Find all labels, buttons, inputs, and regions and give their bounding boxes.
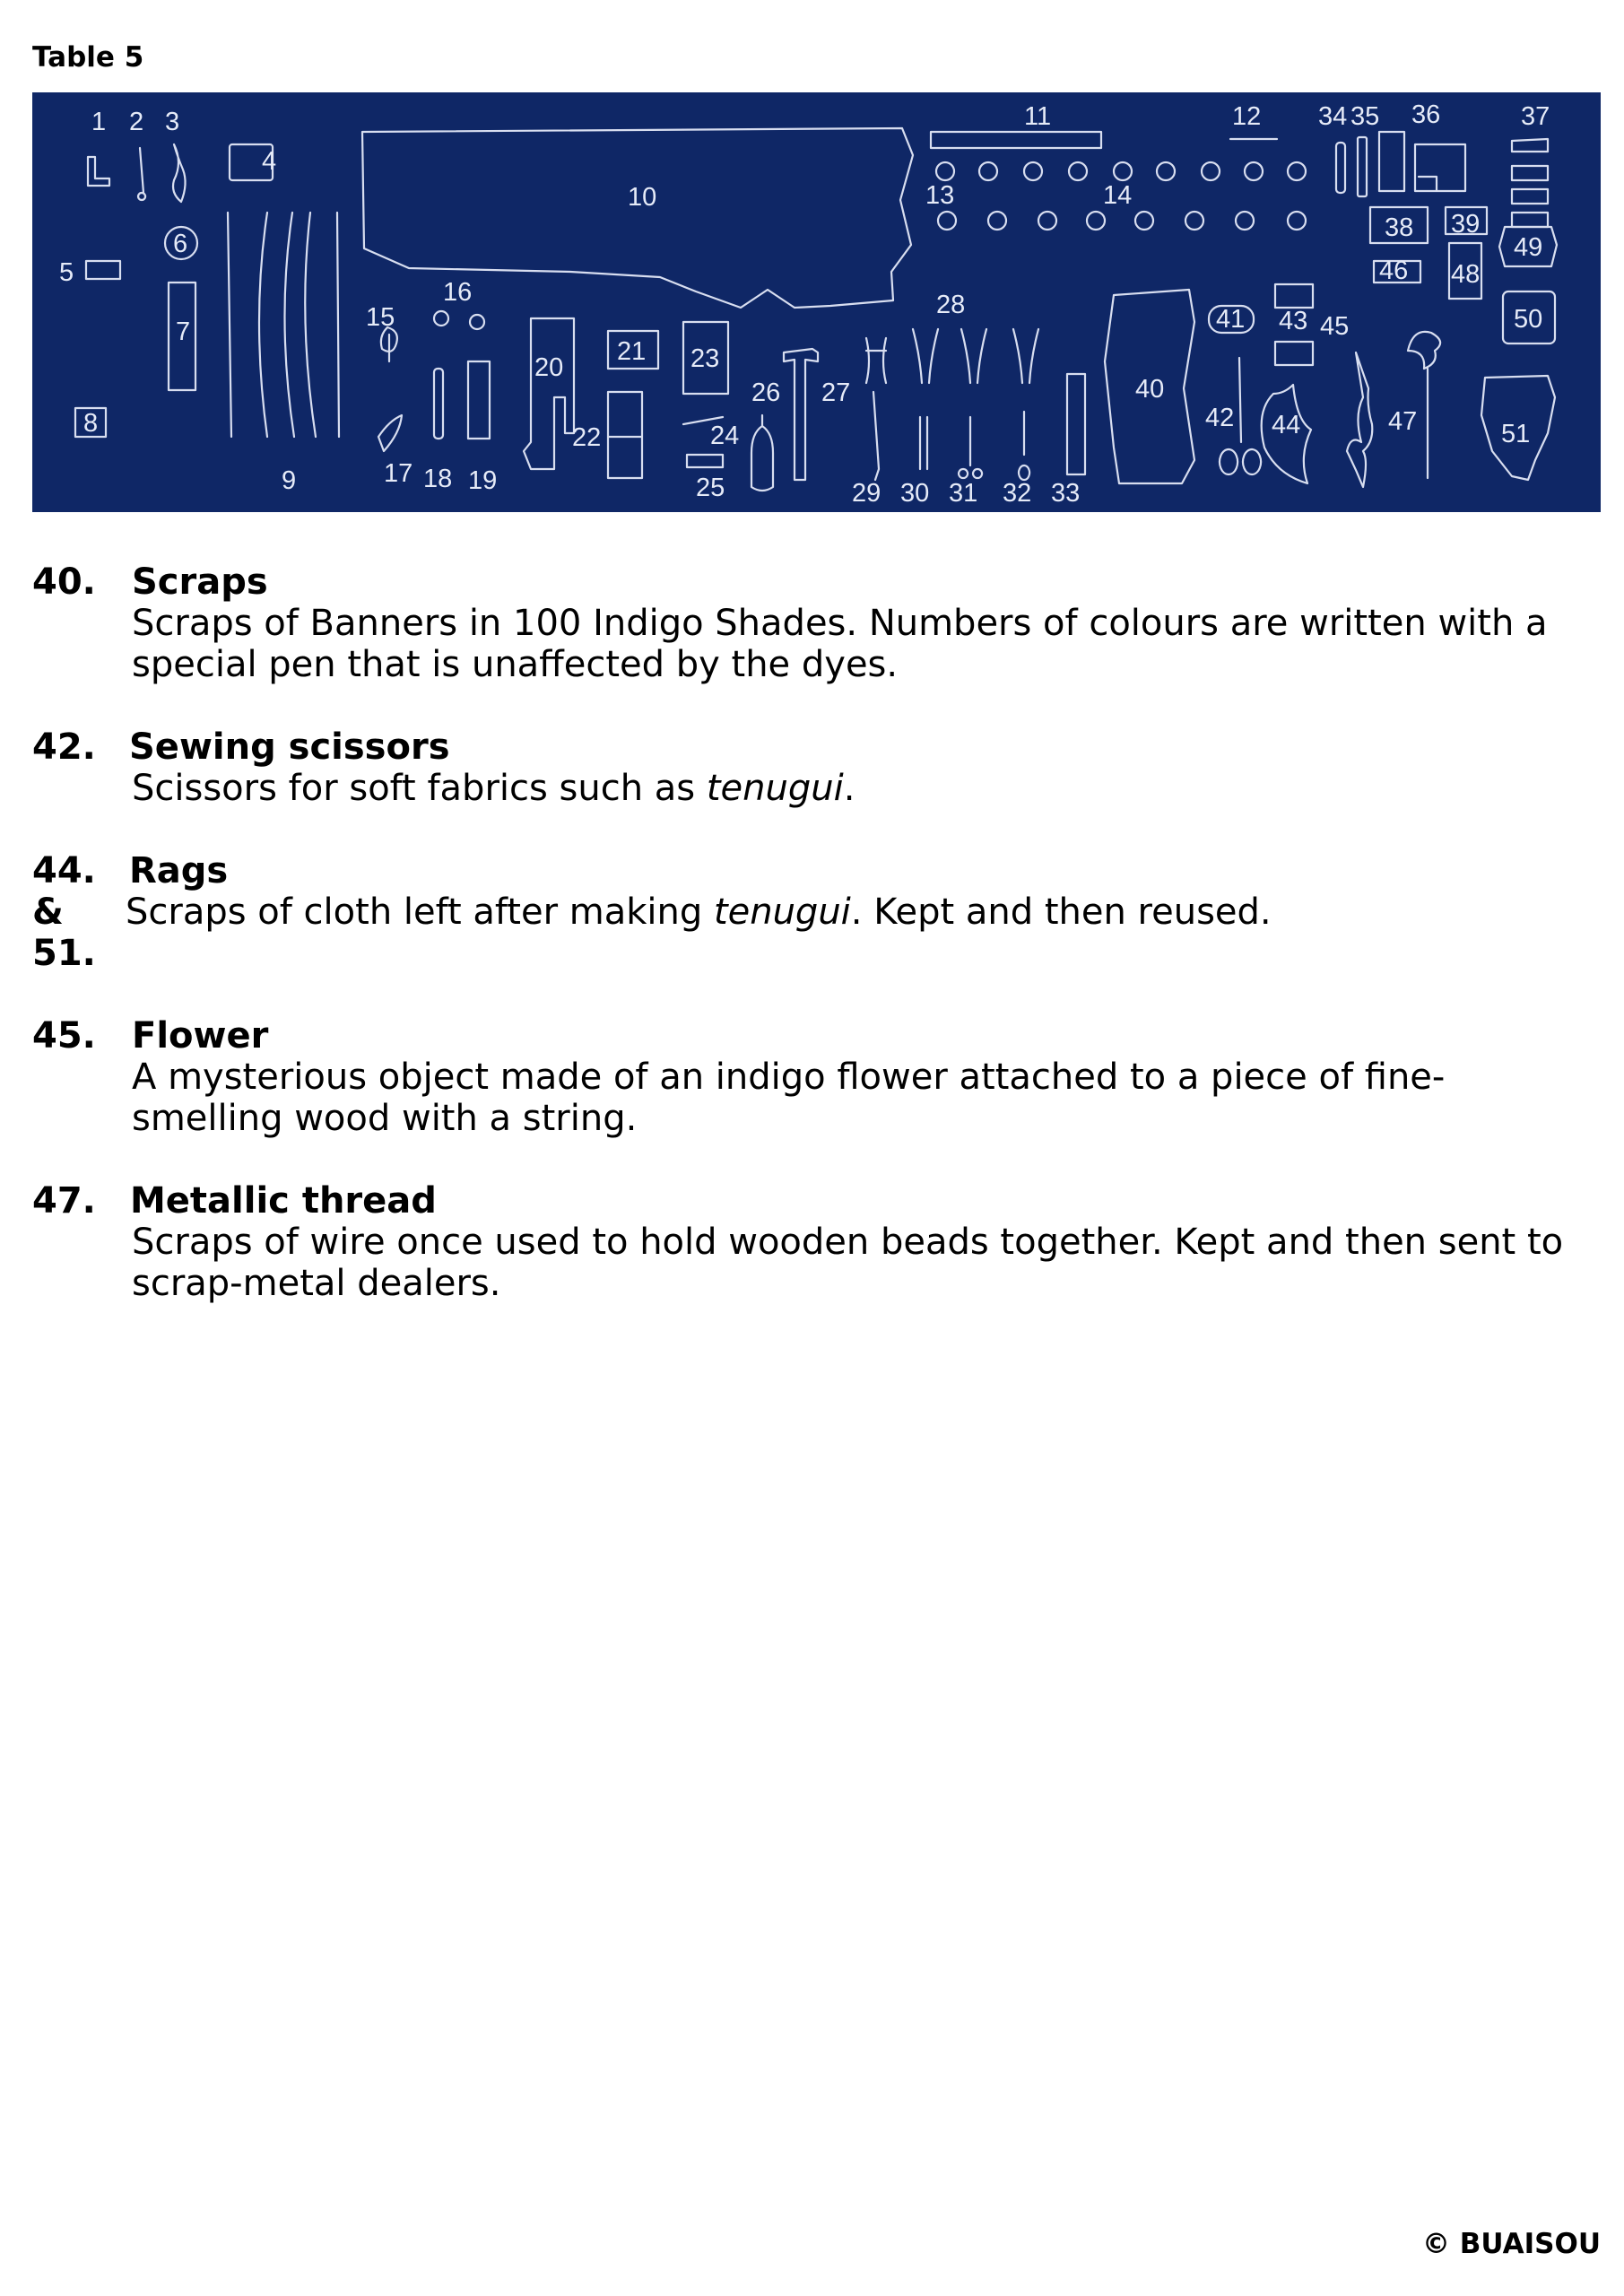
item-outline-18	[434, 369, 443, 439]
item-label-43: 43	[1279, 307, 1308, 335]
item-outline-29	[873, 392, 879, 480]
entry-number: 44. & 51.	[32, 850, 96, 974]
entry-description: Scissors for soft fabrics such as tenugui.	[132, 768, 855, 809]
item-label-40: 40	[1135, 375, 1165, 404]
item-label-18: 18	[423, 465, 453, 493]
item-label-22: 22	[572, 423, 602, 452]
entry-number: 47.	[32, 1180, 96, 1222]
item-label-13: 13	[925, 181, 955, 210]
item-label-2: 2	[129, 108, 144, 136]
item-label-30: 30	[900, 479, 930, 508]
tool-outlines	[75, 128, 1557, 491]
item-label-44: 44	[1272, 411, 1301, 439]
item-label-49: 49	[1514, 233, 1543, 262]
entry-description: Scraps of cloth left after making tenugui. Kept and then reused.	[126, 891, 1272, 933]
table-title: Table 5	[32, 41, 144, 74]
item-outline-16	[434, 311, 484, 329]
item-label-6: 6	[173, 230, 188, 258]
item-label-11: 11	[1024, 102, 1052, 131]
item-outline-1	[88, 157, 109, 186]
item-label-33: 33	[1051, 479, 1081, 508]
item-outline-14	[938, 212, 1306, 230]
item-outline-20	[524, 318, 574, 469]
item-label-1: 1	[91, 108, 107, 136]
item-outline-30	[920, 417, 927, 469]
item-label-28: 28	[936, 291, 966, 319]
item-label-10: 10	[628, 183, 657, 212]
entry-title: Sewing scissors	[129, 726, 450, 768]
item-label-17: 17	[384, 459, 413, 488]
item-label-39: 39	[1451, 210, 1481, 239]
item-label-21: 21	[617, 337, 647, 366]
item-label-47: 47	[1388, 407, 1418, 436]
item-label-41: 41	[1216, 305, 1246, 334]
entry-description: Scraps of Banners in 100 Indigo Shades. Numbers of colours are written with a special pen that is unaffected by the dyes.	[132, 603, 1548, 685]
item-label-48: 48	[1451, 260, 1481, 289]
item-outline-13	[936, 162, 1306, 180]
tools-outline-drawing	[32, 92, 1601, 512]
item-outline-47	[1408, 332, 1440, 478]
copyright-footer: © BUAISOU	[1421, 2228, 1601, 2260]
item-label-27: 27	[821, 378, 851, 407]
item-outline-33	[1067, 374, 1085, 474]
item-label-12: 12	[1232, 102, 1262, 131]
item-outline-26	[751, 415, 773, 491]
item-outline-45	[1347, 352, 1372, 487]
entry-title: Metallic thread	[130, 1180, 437, 1222]
entry-title: Scraps	[132, 561, 268, 603]
item-label-15: 15	[366, 303, 395, 332]
item-outline-32	[1019, 412, 1029, 480]
item-label-25: 25	[696, 474, 725, 502]
item-label-7: 7	[176, 317, 191, 346]
item-outline-9	[228, 213, 339, 437]
item-label-45: 45	[1320, 312, 1350, 341]
tools-figure	[32, 92, 1601, 512]
item-outline-27	[784, 349, 818, 480]
item-label-5: 5	[59, 258, 74, 287]
entry-number: 40.	[32, 561, 96, 603]
item-outline-28	[866, 329, 1038, 383]
item-label-9: 9	[282, 466, 297, 495]
item-label-42: 42	[1205, 404, 1235, 432]
item-outline-34	[1336, 143, 1345, 193]
item-label-24: 24	[710, 422, 740, 450]
item-label-29: 29	[852, 479, 881, 508]
item-label-36: 36	[1411, 100, 1441, 129]
item-label-51: 51	[1501, 420, 1531, 448]
item-label-35: 35	[1350, 102, 1380, 131]
item-outline-17	[378, 415, 402, 451]
item-outline-2	[138, 148, 145, 200]
item-label-46: 46	[1379, 257, 1409, 285]
item-label-4: 4	[262, 147, 277, 176]
entry-number: 45.	[32, 1015, 96, 1057]
item-outline-35	[1358, 137, 1367, 196]
item-label-19: 19	[468, 466, 498, 495]
item-label-20: 20	[534, 353, 564, 382]
item-outline-19	[468, 361, 490, 439]
item-label-8: 8	[83, 409, 99, 438]
item-label-34: 34	[1318, 102, 1348, 131]
item-outline-37	[1512, 139, 1548, 227]
item-label-38: 38	[1385, 213, 1414, 242]
item-label-14: 14	[1103, 181, 1133, 210]
entry-number: 42.	[32, 726, 96, 768]
item-outline-11	[931, 132, 1101, 148]
item-label-32: 32	[1003, 479, 1032, 508]
item-label-26: 26	[751, 378, 781, 407]
entry-description: Scraps of wire once used to hold wooden beads together. Kept and then sent to scrap-metal dealers.	[132, 1222, 1564, 1304]
entry-description: A mysterious object made of an indigo flower attached to a piece of fine-smelling wood with a string.	[132, 1057, 1446, 1139]
item-label-23: 23	[690, 344, 720, 373]
item-outline-15	[381, 327, 397, 361]
item-outline-25	[687, 455, 723, 467]
item-outline-5	[86, 261, 120, 279]
item-outline-22	[608, 392, 642, 478]
item-outline-3	[173, 144, 186, 202]
item-outline-36	[1379, 132, 1465, 191]
item-label-16: 16	[443, 278, 473, 307]
item-label-31: 31	[949, 479, 978, 508]
item-label-50: 50	[1514, 305, 1543, 334]
item-outline-31	[959, 417, 982, 478]
entry-title: Flower	[132, 1015, 269, 1057]
item-label-37: 37	[1521, 102, 1550, 131]
item-label-3: 3	[165, 108, 180, 136]
entry-title: Rags	[129, 850, 229, 891]
